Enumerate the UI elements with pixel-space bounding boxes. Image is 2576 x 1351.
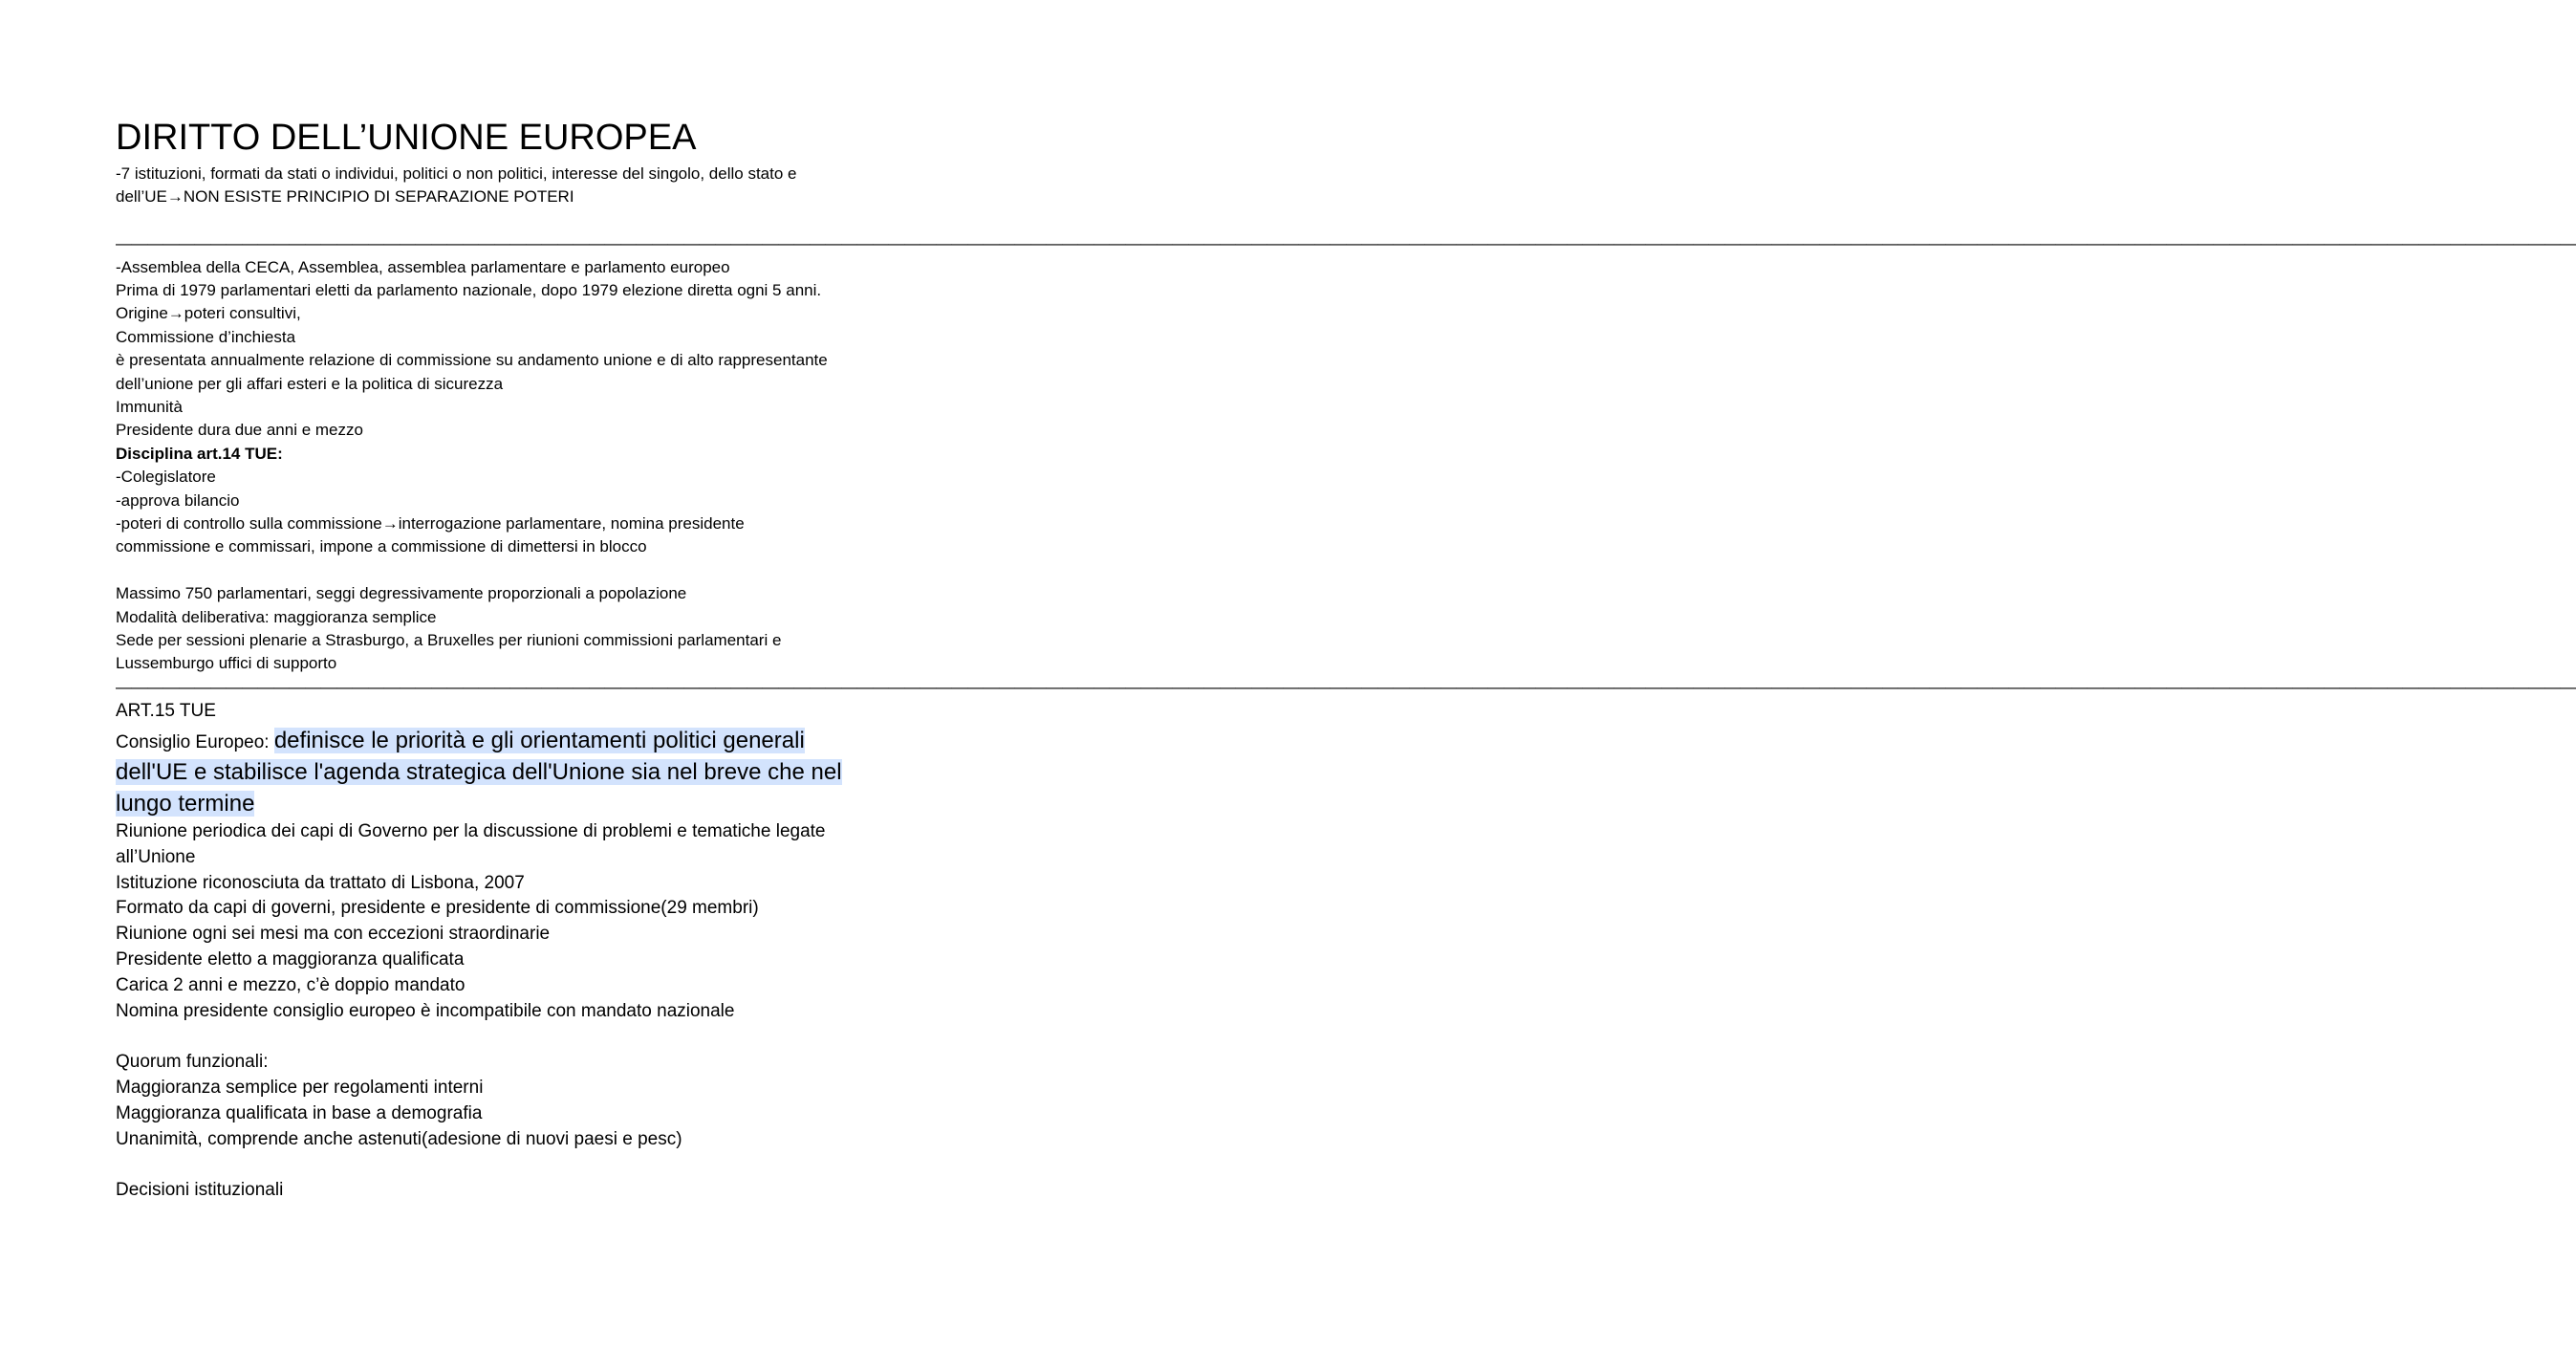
council-line: Riunione periodica dei capi di Governo per la discussione di problemi e tematiche legate all’Unione (116, 821, 826, 867)
discipline-item: -Colegislatore (116, 468, 216, 487)
parliament-line: Sede per sessioni plenarie a Strasburgo, a Bruxelles per riunioni commissioni parlamentari e Lussemburgo uffici di supporto (116, 631, 782, 673)
document-title: DIRITTO DELL’UNIONE EUROPEA (116, 118, 697, 158)
blank-line (116, 209, 842, 232)
discipline-item: -approva bilancio (116, 490, 240, 510)
quorum-item: Maggioranza qualificata in base a demografia (116, 1102, 483, 1123)
quorum-heading: Quorum funzionali: (116, 1052, 269, 1073)
blank-line (116, 1152, 842, 1178)
council-line: Riunione ogni sei mesi ma con eccezioni straordinarie (116, 924, 551, 945)
council-definition (116, 725, 842, 819)
parliament-line: Immunità (116, 398, 183, 417)
blank-line (116, 559, 842, 582)
document-body (116, 113, 2576, 1204)
decisions-heading: Decisioni istituzionali (116, 1180, 284, 1201)
discipline-heading: Disciplina art.14 TUE: (116, 444, 283, 463)
parliament-line: è presentata annualmente relazione di commissione su andamento unione e di alto rappresentante dell’unione per gli affari esteri e la politica di sicurezza (116, 351, 828, 393)
parliament-line: Commissione d’inchiesta (116, 327, 296, 346)
parliament-line: Massimo 750 parlamentari, seggi degressivamente proporzionali a popolazione (116, 584, 687, 603)
council-label: Consiglio Europeo: (116, 732, 274, 753)
section-separator: ———————————————————————————————————————————————————————————————————————————————————————————————————————————————————————————————————————————————————————————— (116, 234, 2576, 253)
council-line: Nomina presidente consiglio europeo è incompatibile con mandato nazionale (116, 1000, 735, 1021)
council-heading: ART.15 TUE (116, 701, 216, 722)
highlighted-definition: definisce le priorità e gli orientamenti politici generali dell'UE e stabilisce l'agenda strategica dell'Unione sia nel breve che nel lungo termine (116, 728, 842, 817)
council-line: Presidente eletto a maggioranza qualificata (116, 949, 465, 970)
council-line: Carica 2 anni e mezzo, c’è doppio mandato (116, 974, 465, 995)
parliament-line: Origine→poteri consultivi, (116, 304, 301, 323)
council-line: Formato da capi di governi, presidente e presidente di commissione(29 membri) (116, 898, 759, 919)
discipline-item: -poteri di controllo sulla commissione→interrogazione parlamentare, nomina presidente commissione e commissari, impone a commissione di dimettersi in blocco (116, 514, 745, 556)
quorum-item: Unanimità, comprende anche astenuti(adesione di nuovi paesi e pesc) (116, 1128, 682, 1149)
blank-line (116, 1024, 842, 1050)
parliament-line: Prima di 1979 parlamentari eletti da parlamento nazionale, dopo 1979 elezione diretta ogni 5 anni. (116, 281, 822, 299)
section-separator: ———————————————————————————————————————————————————————————————————————————————————————————————————————————————————————————————————————————————————————————— (116, 677, 2576, 696)
intro-paragraph: -7 istituzioni, formati da stati o individui, politici o non politici, interesse del singolo, dello stato e dell’UE→NON ESISTE PRINCIPIO DI SEPARAZIONE POTERI (116, 164, 797, 207)
parliament-line: Presidente dura due anni e mezzo (116, 421, 363, 440)
quorum-item: Maggioranza semplice per regolamenti interni (116, 1078, 484, 1099)
parliament-line: Modalità deliberativa: maggioranza semplice (116, 607, 437, 626)
council-line: Istituzione riconosciuta da trattato di Lisbona, 2007 (116, 872, 525, 893)
parliament-line: -Assemblea della CECA, Assemblea, assemblea parlamentare e parlamento europeo (116, 257, 730, 276)
